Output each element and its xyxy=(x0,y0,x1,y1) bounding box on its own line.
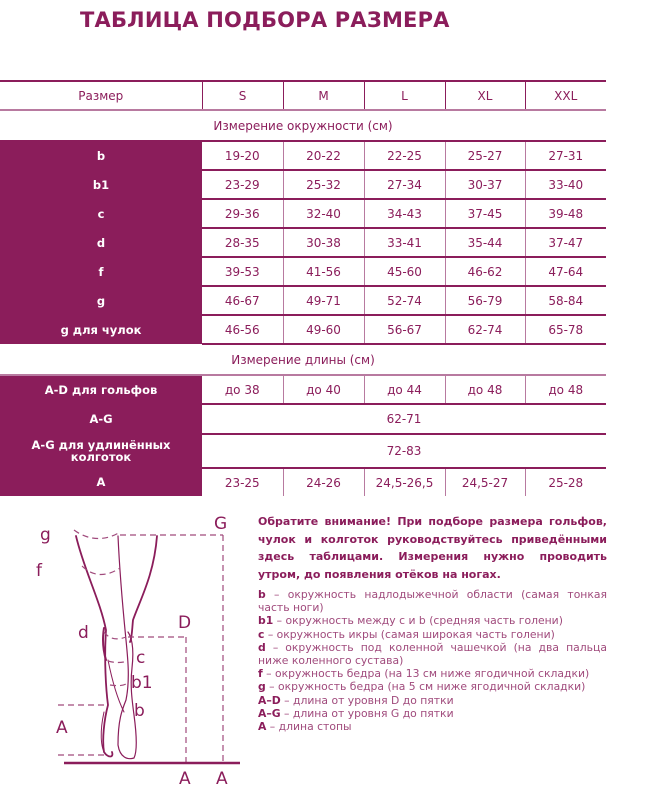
cell-value: 24,5-26,5 xyxy=(364,468,445,496)
circumference-rows xyxy=(0,141,606,344)
row-label: A-D для гольфов xyxy=(0,375,202,404)
label-f: f xyxy=(36,561,42,581)
row-label: b xyxy=(0,141,202,170)
definition-text: – длина от уровня D до пятки xyxy=(280,693,454,707)
definition-item xyxy=(258,720,607,733)
length-section-row xyxy=(0,344,606,375)
cell-value: 34-43 xyxy=(364,199,445,228)
row-label: A-G для удлинённых колготок xyxy=(0,434,202,468)
circumference-section-row xyxy=(0,110,606,141)
definition-term: d xyxy=(258,640,266,654)
cell-value: 25-27 xyxy=(445,141,525,170)
size-header-s: S xyxy=(202,81,283,110)
table-row xyxy=(0,286,606,315)
cell-value: до 48 xyxy=(525,375,606,404)
definition-term: f xyxy=(258,667,263,681)
definitions-list xyxy=(258,588,607,733)
label-d: d xyxy=(78,623,89,643)
size-table xyxy=(0,80,606,496)
definition-item xyxy=(258,707,607,720)
row-label: b1 xyxy=(0,170,202,199)
cell-value: 19-20 xyxy=(202,141,283,170)
label-b: b xyxy=(134,701,145,721)
cell-value: 52-74 xyxy=(364,286,445,315)
row-label: f xyxy=(0,257,202,286)
label-b1: b1 xyxy=(131,673,153,693)
definition-text: – окружность бедра (на 13 см ниже ягодичной складки) xyxy=(262,667,590,681)
row-label: d xyxy=(0,228,202,257)
definition-term: A–D xyxy=(258,693,281,707)
cell-value: 62-71 xyxy=(202,404,606,434)
cell-value: 35-44 xyxy=(445,228,525,257)
cell-value: 65-78 xyxy=(525,315,606,344)
label-g: g xyxy=(40,525,51,545)
leg-measurement-diagram xyxy=(0,505,250,807)
cell-value: 46-67 xyxy=(202,286,283,315)
cell-value: 72-83 xyxy=(202,434,606,468)
cell-value: 56-67 xyxy=(364,315,445,344)
cell-value: 37-47 xyxy=(525,228,606,257)
d-circumference-line xyxy=(104,632,126,639)
table-row xyxy=(0,257,606,286)
definition-item xyxy=(258,694,607,707)
label-A-bottom-2: A xyxy=(216,769,228,789)
size-header-xxl: XXL xyxy=(525,81,606,110)
cell-value: до 44 xyxy=(364,375,445,404)
definition-term: b1 xyxy=(258,614,274,628)
label-A-left: A xyxy=(56,718,68,738)
cell-value: 45-60 xyxy=(364,257,445,286)
leg-outline-left xyxy=(76,536,112,757)
cell-value: 29-36 xyxy=(202,199,283,228)
leg-outline-right xyxy=(130,536,157,642)
cell-value: до 40 xyxy=(283,375,364,404)
size-header-l: L xyxy=(364,81,445,110)
table-row xyxy=(0,170,606,199)
table-row-ad xyxy=(0,375,606,404)
definition-text: – окружность икры (самая широкая часть голени) xyxy=(264,627,555,641)
cell-value: 23-25 xyxy=(224,475,260,490)
definition-term: g xyxy=(258,680,266,694)
cell-value: 22-25 xyxy=(364,141,445,170)
cell-value: 33-41 xyxy=(364,228,445,257)
table-row xyxy=(0,315,606,344)
cell-value: 23-29 xyxy=(202,170,283,199)
definition-item xyxy=(258,588,607,614)
table-row xyxy=(0,141,606,170)
cell-value: 30-38 xyxy=(283,228,364,257)
definition-term: A xyxy=(258,720,267,734)
cell-value: 25-32 xyxy=(283,170,364,199)
definition-term: b xyxy=(258,588,266,601)
cell-value: 30-37 xyxy=(445,170,525,199)
cell-value: 46-62 xyxy=(445,257,525,286)
cell-value: 33-40 xyxy=(525,170,606,199)
row-label: g xyxy=(0,286,202,315)
row-label: g для чулок xyxy=(0,315,202,344)
cell-value: 27-34 xyxy=(364,170,445,199)
definition-item xyxy=(258,680,607,693)
warning-text: Обратите внимание! При подборе размера гольфов, чулок и колготок руководствуйтесь приведёнными здесь таблицами. Измерения нужно проводить утром, до появления отёков на ногах. xyxy=(258,515,607,581)
cell-value: 24,5-27 xyxy=(445,468,525,496)
definition-text: – длина стопы xyxy=(266,720,352,734)
cell-value: до 38 xyxy=(202,375,283,404)
table-row-ag-long xyxy=(0,434,606,468)
cell-value: 39-48 xyxy=(525,199,606,228)
definition-item xyxy=(258,614,607,627)
definition-text: – длина от уровня G до пятки xyxy=(280,706,454,720)
definition-text: – окружность бедра (на 5 см ниже ягодичной складки) xyxy=(265,680,586,694)
definition-text: – окружность между c и b (средняя часть голени) xyxy=(273,614,563,628)
c-circumference-line xyxy=(108,661,128,663)
label-G: G xyxy=(214,514,228,534)
size-header-row xyxy=(0,81,606,110)
page-title: ТАБЛИЦА ПОДБОРА РАЗМЕРА xyxy=(80,8,450,32)
definition-term: A–G xyxy=(258,706,281,720)
cell-value: 24-26 xyxy=(283,468,364,496)
row-label: c xyxy=(0,199,202,228)
cell-value: 37-45 xyxy=(445,199,525,228)
label-D: D xyxy=(178,613,192,633)
leg-inner-line xyxy=(118,536,136,759)
definition-item xyxy=(258,628,607,641)
table-row-a xyxy=(0,468,606,496)
definition-term: c xyxy=(258,627,265,641)
cell-value: 49-60 xyxy=(283,315,364,344)
cell-value: 58-84 xyxy=(525,286,606,315)
row-label: A xyxy=(0,468,202,496)
definition-item xyxy=(258,667,607,680)
cell-value: 46-56 xyxy=(202,315,283,344)
row-label: A-G xyxy=(0,404,202,434)
b1-circumference-line xyxy=(110,684,126,686)
cell-value: 32-40 xyxy=(283,199,364,228)
cell-value: 47-64 xyxy=(525,257,606,286)
length-section-label: Измерение длины (см) xyxy=(0,344,606,375)
size-header-label: Размер xyxy=(0,81,202,110)
cell-value: 20-22 xyxy=(283,141,364,170)
cell-value: 62-74 xyxy=(445,315,525,344)
g-circumference-line xyxy=(74,530,120,539)
definition-text: – окружность под коленной чашечкой (на два пальца ниже коленного сустава) xyxy=(258,640,607,668)
definition-item xyxy=(258,641,607,667)
label-A-bottom-1: A xyxy=(179,769,191,789)
table-row xyxy=(0,199,606,228)
notes-block xyxy=(258,513,607,733)
cell-value: 28-35 xyxy=(202,228,283,257)
circumference-section-label: Измерение окружности (см) xyxy=(0,110,606,141)
table-row-ag xyxy=(0,404,606,434)
cell-value: 49-71 xyxy=(283,286,364,315)
cell-value: 39-53 xyxy=(202,257,283,286)
size-header-m: M xyxy=(283,81,364,110)
cell-value: 41-56 xyxy=(283,257,364,286)
cell-value: до 48 xyxy=(445,375,525,404)
label-c: c xyxy=(136,648,146,668)
cell-value: 56-79 xyxy=(445,286,525,315)
size-header-xl: XL xyxy=(445,81,525,110)
cell-value: 25-28 xyxy=(525,468,606,496)
definition-text: – окружность надлодыжечной области (самая тонкая часть ноги) xyxy=(258,588,607,615)
table-row xyxy=(0,228,606,257)
cell-value: 27-31 xyxy=(525,141,606,170)
